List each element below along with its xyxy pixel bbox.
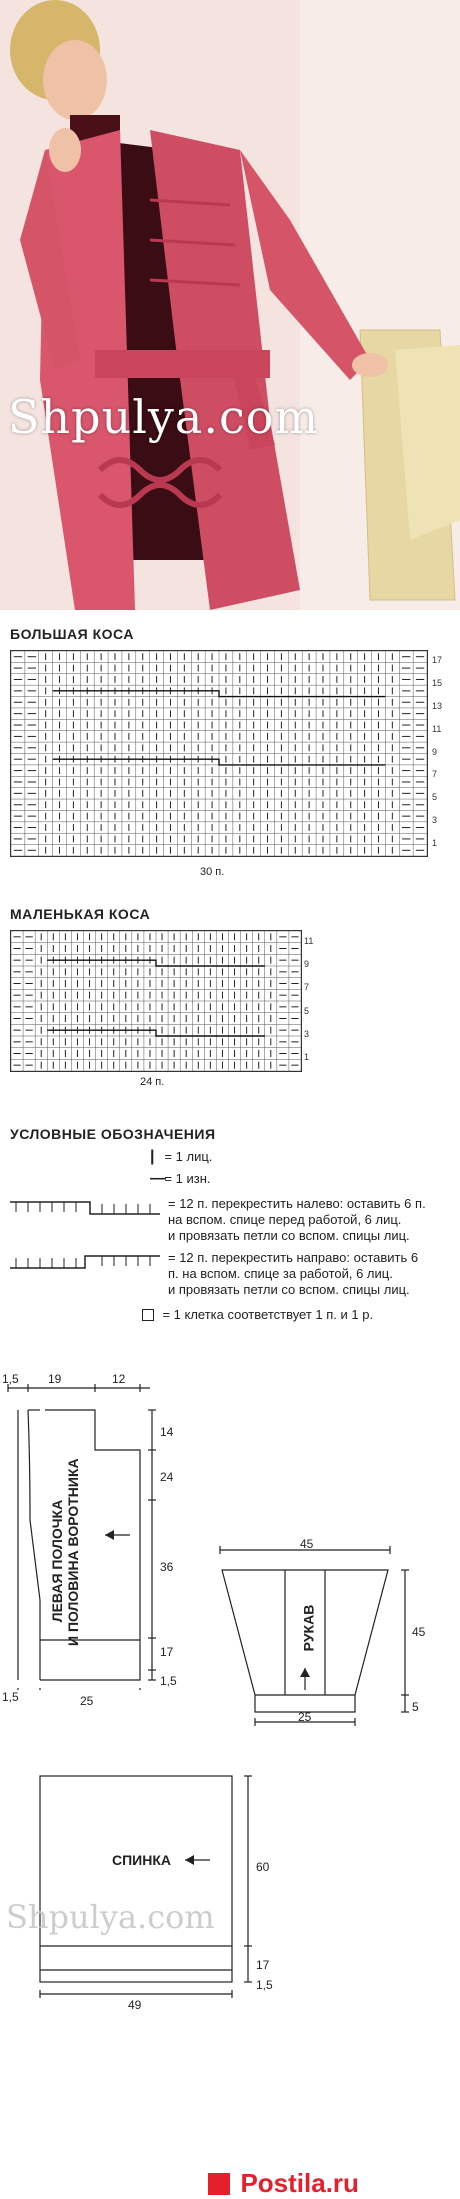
front-dim-top-c: 12 <box>112 1372 126 1386</box>
back-dim-h3: 1,5 <box>256 1978 273 1992</box>
back-schematic <box>30 1766 260 2016</box>
row-number: 17 <box>432 655 443 666</box>
postila-logo-icon <box>208 2173 230 2195</box>
cell-square-icon <box>142 1309 154 1321</box>
back-watermark: Shpulya.com <box>6 1898 215 1936</box>
watermark: Shpulya.com <box>8 390 320 444</box>
cross-right-line-1: = 12 п. перекрестить направо: оставить 6 <box>168 1250 419 1265</box>
sleeve-dim-bottom: 25 <box>298 1710 312 1724</box>
legend-title: УСЛОВНЫЕ ОБОЗНАЧЕНИЯ <box>10 1126 216 1142</box>
sleeve-label: РУКАВ <box>300 1604 317 1652</box>
small-cable-title: МАЛЕНЬКАЯ КОСА <box>10 906 151 922</box>
purl-text: = 1 изн. <box>164 1171 211 1186</box>
sleeve-dim-top: 45 <box>300 1537 314 1551</box>
front-dim-r2: 24 <box>160 1470 174 1484</box>
front-dim-r5: 1,5 <box>160 1674 177 1688</box>
small-cable-row-numbers <box>304 930 324 1070</box>
row-number: 13 <box>432 700 443 711</box>
row-number: 11 <box>304 935 314 946</box>
sleeve-schematic <box>210 1540 440 1735</box>
front-dim-r1: 14 <box>160 1425 174 1439</box>
cable-cross-mark <box>47 1030 265 1036</box>
front-label-line-2: И ПОЛОВИНА ВОРОТНИКА <box>65 1458 81 1646</box>
big-cable-chart <box>10 650 428 857</box>
cross-right-text <box>168 1250 453 1298</box>
back-dim-h1: 60 <box>256 1860 270 1874</box>
back-dim-bottom: 49 <box>128 1998 142 2012</box>
row-number: 1 <box>432 837 438 848</box>
footer-brand-text: Postila.ru <box>240 2168 359 2198</box>
row-number: 7 <box>432 769 438 780</box>
big-cable-title: БОЛЬШАЯ КОСА <box>10 626 134 642</box>
big-cable-grid <box>11 651 427 856</box>
cross-left-text <box>168 1196 453 1244</box>
cable-cross-mark <box>53 691 386 697</box>
cross-left-symbol <box>10 1196 165 1220</box>
small-cable-width-label: 24 п. <box>140 1076 165 1088</box>
cross-left-line-2: на вспом. спице перед работой, 6 лиц. <box>168 1212 402 1227</box>
cross-right-line-3: и провязать петли со вспом. спицы лиц. <box>168 1282 410 1297</box>
footer-brand[interactable] <box>208 2168 359 2199</box>
knit-text: = 1 лиц. <box>164 1149 213 1164</box>
knit-symbol-row <box>150 1148 212 1166</box>
front-dim-top-b: 19 <box>48 1372 62 1386</box>
big-cable-width-label: 30 п. <box>200 866 225 878</box>
row-number: 5 <box>432 792 438 803</box>
small-cable-grid <box>11 931 301 1071</box>
front-label-line-1: ЛЕВАЯ ПОЛОЧКА <box>49 1499 65 1623</box>
row-number: 1 <box>304 1052 310 1063</box>
cross-right-symbol <box>10 1250 165 1274</box>
row-number: 7 <box>304 982 310 993</box>
cable-cross-mark <box>53 759 386 765</box>
small-cable-chart <box>10 930 302 1072</box>
front-dim-r3: 36 <box>160 1560 174 1574</box>
row-number: 15 <box>432 678 443 689</box>
purl-symbol: — <box>150 1170 166 1187</box>
front-label <box>49 1458 81 1646</box>
purl-symbol-row <box>150 1170 211 1188</box>
cross-left-line-3: и провязать петли со вспом. спицы лиц. <box>168 1228 410 1243</box>
row-number: 3 <box>432 814 438 825</box>
sleeve-dim-cuff: 5 <box>412 1700 419 1714</box>
row-number: 5 <box>304 1005 310 1016</box>
front-dim-b2: 25 <box>80 1694 94 1708</box>
cross-right-line-2: п. на вспом. спице за работой, 6 лиц. <box>168 1266 393 1281</box>
back-dim-h2: 17 <box>256 1958 270 1972</box>
cell-legend-row <box>142 1306 373 1324</box>
front-dim-top-a: 1,5 <box>2 1372 19 1386</box>
front-dim-r4: 17 <box>160 1645 174 1659</box>
row-number: 3 <box>304 1029 310 1039</box>
row-number: 11 <box>432 723 442 734</box>
sleeve-dim-height: 45 <box>412 1625 426 1639</box>
front-dim-b1: 1,5 <box>2 1690 19 1704</box>
knit-symbol: | <box>150 1148 155 1165</box>
cross-left-line-1: = 12 п. перекрестить налево: оставить 6 п. <box>168 1196 426 1211</box>
back-label: СПИНКА <box>112 1852 172 1868</box>
photo-illustration <box>0 0 460 610</box>
row-number: 9 <box>432 746 438 757</box>
model-photo <box>0 0 460 610</box>
big-cable-row-numbers <box>432 650 452 855</box>
row-number: 9 <box>304 959 310 969</box>
cable-cross-mark <box>47 960 265 966</box>
front-schematic <box>0 1370 200 1690</box>
cell-text: = 1 клетка соответствует 1 п. и 1 р. <box>162 1307 374 1322</box>
